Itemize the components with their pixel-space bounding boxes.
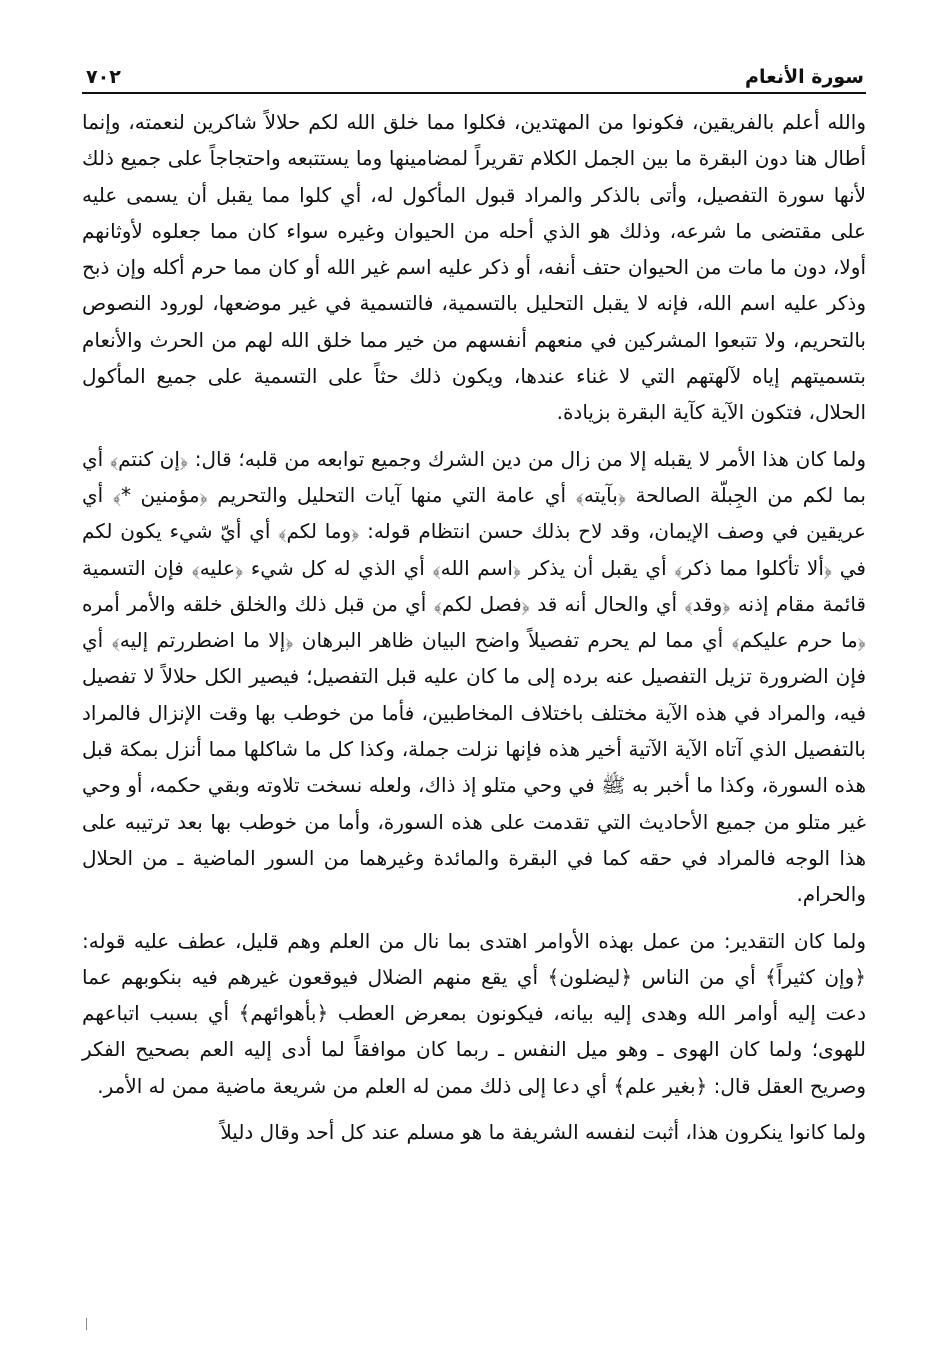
page-number: ٧٠٢ — [86, 66, 121, 88]
paragraph: ولما كان هذا الأمر لا يقبله إلا من زال من دين الشرك وجميع توابعه من قلبه؛ قال: ﴿إن كنتم﴾ أي بما لكم من الجِبلّة الصالحة ﴿بآيته﴾ أي عامة التي منها آيات التحليل والتحريم ﴿مؤمنين *﴾ أي عريقين في وصف الإيمان، وقد لاح بذلك حسن انتظام قوله: ﴿وما لكم﴾ أي أيّ شيء يكون لكم في ﴿ألا تأكلوا مما ذكر﴾ أي يقبل أن يذكر ﴿اسم الله﴾ أي الذي له كل شيء ﴿عليه﴾ فإن التسمية قائمة مقام إذنه ﴿وقد﴾ أي والحال أنه قد ﴿فصل لكم﴾ أي من قبل ذلك والخلق خلقه والأمر أمره ﴿ما حرم عليكم﴾ أي مما لم يحرم تفصيلاً واضح البيان ظاهر البرهان ﴿إلا ما اضطررتم إليه﴾ أي فإن الضرورة تزيل التفصيل عنه برده إلى ما كان عليه قبل التفصيل؛ فيصير الكل حلالاً لا تفصيل فيه، والمراد في هذه الآية مختلف باختلاف المخاطبين، فأما من خوطب بها وقت الإنزال فالمراد بالتفصيل الذي آتاه الآية الآتية أخير هذه فإنها نزلت جملة، وكذا كل ما شاكلها مما أنزل بمكة قبل هذه السورة، وكذا ما أخبر به ﷺ في وحي متلو إذ ذاك، ولعله نسخت تلاوته وبقي حكمه، أو وحي غير متلو من جميع الأحاديث التي تقدمت على هذه السورة، وأما من خوطب بها بعد ترتيبه على هذا الوجه فالمراد في حقه كما في البقرة والمائدة وغيرهما من السور الماضية ـ من الحلال والحرام. — [82, 446, 866, 907]
surah-title: سورة الأنعام — [745, 66, 864, 88]
header-divider — [82, 92, 866, 94]
paragraph: والله أعلم بالفريقين، فكونوا من المهتدين، فكلوا مما خلق الله لكم حلالاً شاكرين لنعمته، وإنما أطال هنا دون البقرة ما بين الجمل الكلام تقريراً لمضامينها وما يستتبعه واحتجاجاً على جميع ذلك لأنها سورة التفصيل، وأتى بالذكر والمراد قبول المأكول له، أي كلوا مما يقبل أن يسمى عليه على مقتضى ما شرعه، وذلك هو الذي أحله من الحيوان وغيره سواء كان مما جعلوه لأوثانهم أولا، دون ما مات من الحيوان حتف أنفه، أو ذكر عليه اسم غير الله أو كان مما حرم أكله وإن ذبح وذكر عليه اسم الله، فإنه لا يقبل التحليل بالتسمية، فالتسمية في غير موضعها، لورود النصوص بالتحريم، ولا تتبعوا المشركين في منعهم أنفسهم من خير مما خلق الله لهم من الحرث والأنعام بتسميتهم إياه لآلهتهم التي لا غناء عندها، ويكون ذلك حثاً على التسمية على جميع المأكول الحلال، فتكون الآية كآية البقرة بزيادة. — [82, 110, 866, 425]
page-body — [82, 104, 866, 1160]
paragraph: ولما كان التقدير: من عمل بهذه الأوامر اهتدى بما نال من العلم وهم قليل، عطف عليه قوله: ﴿وإن كثيراً﴾ أي من الناس ﴿ليضلون﴾ أي يقع منهم الضلال فيوقعون غيرهم فيه بنكوبهم عما دعت إليه أوامر الله وهدى إليه بيانه، فيكونون بمعرض العطب ﴿بأهوائهم﴾ أي بسبب اتباعهم للهوى؛ ولما كان الهوى ـ وهو ميل النفس ـ ربما كان موافقاً لما أدى إليه العم بصحيح الفكر وصريح العقل قال: ﴿بغير علم﴾ أي دعا إلى ذلك ممن له العلم من شريعة ماضية ممن له الأمر. — [82, 928, 866, 1098]
margin-mark — [86, 1318, 89, 1330]
page-header — [86, 58, 864, 88]
paragraph: ولما كانوا ينكرون هذا، أثبت لنفسه الشريفة ما هو مسلم عند كل أحد وقال دليلاً — [220, 1120, 866, 1145]
